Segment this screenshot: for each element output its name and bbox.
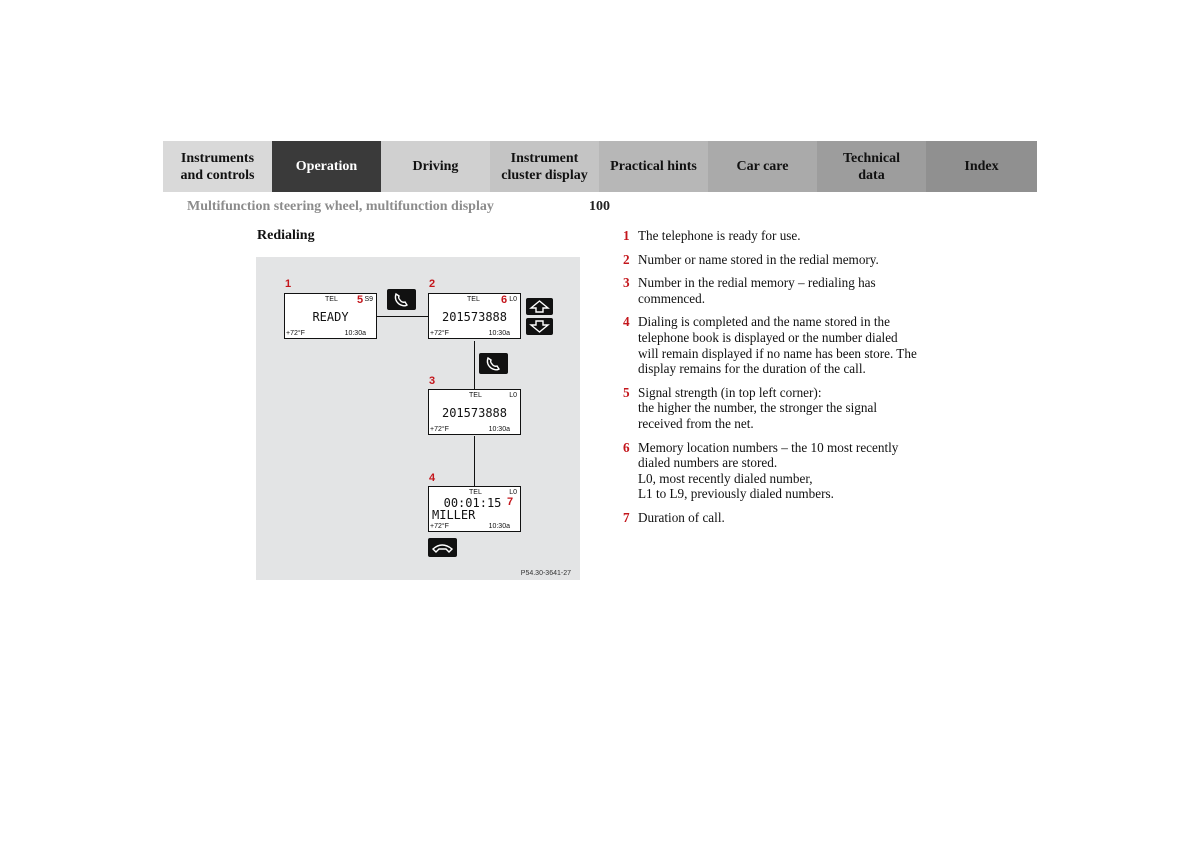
connector-line	[474, 436, 475, 487]
figure-ref-3: 3	[429, 375, 436, 387]
call-duration: 00:01:15	[443, 496, 502, 510]
display-redialing	[428, 389, 521, 435]
page-heading: Redialing	[257, 228, 315, 243]
list-item	[623, 314, 953, 376]
item-number: 3	[623, 275, 630, 291]
item-text: Signal strength (in top left corner): the higher the number, the stronger the signal received from the net.	[638, 384, 877, 431]
clock: 10:30a	[488, 330, 510, 337]
clock: 10:30a	[488, 523, 510, 530]
page-number: 100	[589, 199, 610, 214]
phone-hangup-icon	[428, 538, 457, 557]
tab-car-care[interactable]: Car care	[708, 141, 817, 192]
item-number: 5	[623, 384, 630, 400]
display-text: 201573888	[441, 406, 508, 420]
tel-label: TEL	[467, 296, 480, 303]
item-number: 4	[623, 314, 630, 330]
tab-instrument-cluster-display[interactable]: Instrument cluster display	[490, 141, 599, 192]
display-call-in-progress	[428, 486, 521, 532]
item-number: 2	[623, 251, 630, 267]
chapter-tabs	[163, 141, 1037, 192]
item-text: Dialing is completed and the name stored in the telephone book is displayed or the number dialed will remain displayed if no name has been store. The display remains for the duration of the call.	[638, 314, 917, 377]
tab-operation[interactable]: Operation	[272, 141, 381, 192]
figure-ref-5: 5	[357, 294, 364, 306]
item-number: 7	[623, 509, 630, 525]
figure-ref-2: 2	[429, 278, 436, 290]
clock: 10:30a	[344, 330, 366, 337]
display-ready	[284, 293, 377, 339]
list-item	[623, 440, 953, 502]
connector-line	[474, 341, 475, 389]
temperature: +72°F	[286, 330, 305, 337]
list-item	[623, 228, 953, 244]
section-title: Multifunction steering wheel, multifunction display	[187, 199, 494, 214]
tab-technical-data[interactable]: Technical data	[817, 141, 926, 192]
figure-ref-4: 4	[429, 472, 436, 484]
item-text: The telephone is ready for use.	[638, 228, 801, 243]
figure-ref-7: 7	[507, 496, 514, 508]
item-text: Duration of call.	[638, 509, 725, 525]
list-item	[623, 275, 953, 306]
list-item	[623, 252, 953, 268]
phone-pickup-icon	[479, 353, 508, 374]
item-number: 6	[623, 439, 630, 455]
temperature: +72°F	[430, 330, 449, 337]
tab-instruments-and-controls[interactable]: Instruments and controls	[163, 141, 272, 192]
phone-pickup-icon	[387, 289, 416, 310]
display-text: 201573888	[441, 310, 508, 324]
memory-location: L0	[509, 392, 517, 399]
item-text: Number in the redial memory – redialing has commenced.	[638, 275, 876, 306]
connector-line	[377, 316, 428, 317]
temperature: +72°F	[430, 426, 449, 433]
redialing-figure	[256, 257, 580, 580]
tab-driving[interactable]: Driving	[381, 141, 490, 192]
clock: 10:30a	[488, 426, 510, 433]
item-number: 1	[623, 228, 630, 243]
tel-label: TEL	[469, 489, 482, 496]
temperature: +72°F	[430, 523, 449, 530]
arrow-up-icon	[526, 298, 553, 315]
arrow-down-icon	[526, 318, 553, 335]
caller-name: MILLER	[432, 508, 476, 522]
memory-location: L0	[509, 296, 517, 303]
display-redial-number	[428, 293, 521, 339]
item-text: Memory location numbers – the 10 most recently dialed numbers are stored. L0, most recently dialed number, L1 to L9, previously dialed numbers.	[638, 439, 899, 502]
signal-strength: S9	[364, 296, 373, 303]
display-text: READY	[312, 310, 349, 324]
tel-label: TEL	[325, 296, 338, 303]
memory-location: L0	[509, 489, 517, 496]
figure-code: P54.30-3641-27	[520, 570, 571, 577]
list-item	[623, 385, 953, 432]
figure-ref-1: 1	[285, 278, 292, 290]
tel-label: TEL	[469, 392, 482, 399]
legend-list	[623, 228, 953, 534]
tab-practical-hints[interactable]: Practical hints	[599, 141, 708, 192]
tab-index[interactable]: Index	[926, 141, 1037, 192]
figure-ref-6: 6	[501, 294, 508, 306]
item-text: Number or name stored in the redial memory.	[638, 251, 879, 267]
list-item	[623, 510, 953, 526]
